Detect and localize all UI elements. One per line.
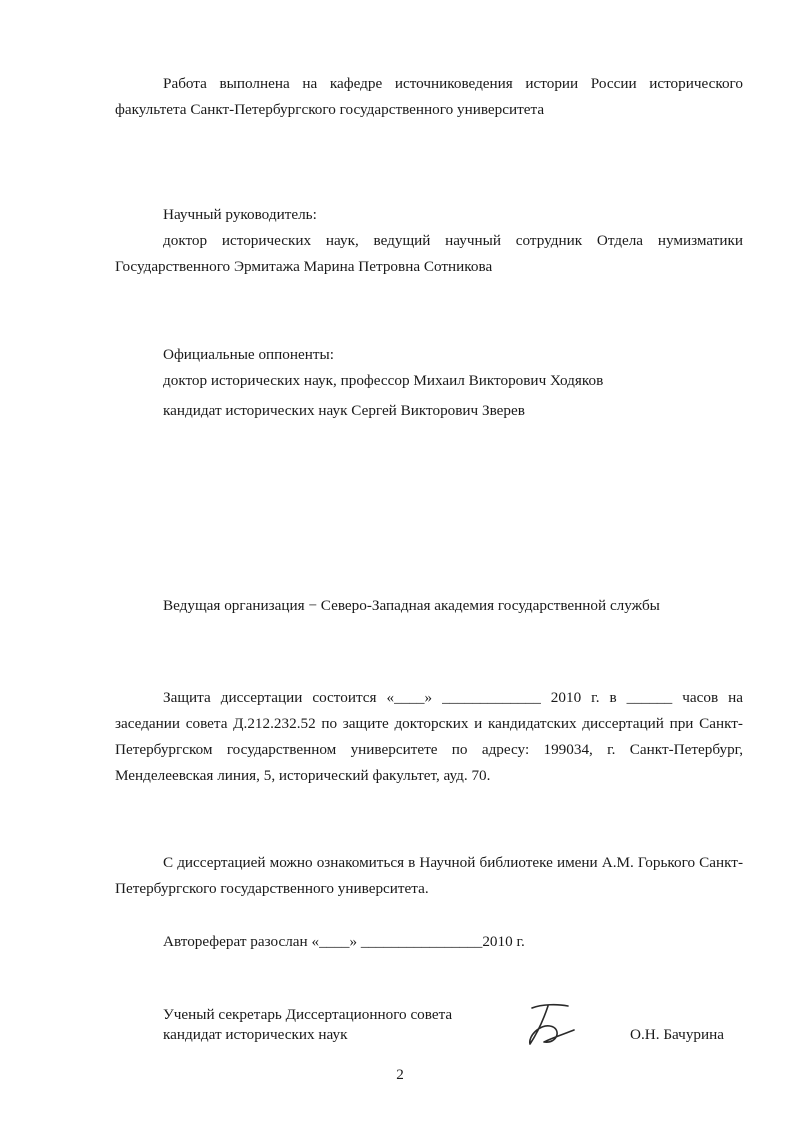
- defense-paragraph: [115, 685, 743, 789]
- defense-text: Защита диссертации состоится «____» _____________ 2010 г. в ______ часов на заседании совета Д.212.232.52 по защите докторских и кандидатских диссертаций при Санкт-Петербургском государственном университете по адресу: 199034, г. Санкт-Петербург, Менделеевская линия, 5, исторический факультет, ауд. 70.: [115, 689, 743, 784]
- secretary-title: Ученый секретарь Диссертационного совета: [163, 1006, 453, 1023]
- leading-organization: Ведущая организация − Северо-Западная академия государственной службы: [163, 597, 660, 614]
- opponent-2: кандидат исторических наук Сергей Викторович Зверев: [163, 402, 525, 419]
- supervisor-text: доктор исторических наук, ведущий научный сотрудник Отдела нумизматики Государственного Эрмитажа Марина Петровна Сотникова: [115, 232, 743, 275]
- library-paragraph: [115, 850, 743, 902]
- intro-text: Работа выполнена на кафедре источниковедения истории России исторического факультета Санкт-Петербургского государственного университета: [115, 75, 743, 118]
- intro-paragraph: [115, 71, 743, 123]
- library-text: С диссертацией можно ознакомиться в Научной библиотеке имени А.М. Горького Санкт-Петербургского государственного университета.: [115, 854, 743, 897]
- opponents-heading: Официальные оппоненты:: [163, 346, 334, 363]
- secretary-name: О.Н. Бачурина: [630, 1026, 725, 1043]
- page-number: 2: [396, 1066, 404, 1083]
- handwritten-signature: [518, 1000, 578, 1050]
- secretary-degree: кандидат исторических наук: [163, 1026, 348, 1043]
- supervisor-paragraph: [115, 228, 743, 280]
- opponent-1: доктор исторических наук, профессор Михаил Викторович Ходяков: [163, 372, 604, 389]
- sent-date-line: Автореферат разослан «____» ________________2010 г.: [163, 933, 525, 950]
- supervisor-heading: Научный руководитель:: [163, 206, 317, 223]
